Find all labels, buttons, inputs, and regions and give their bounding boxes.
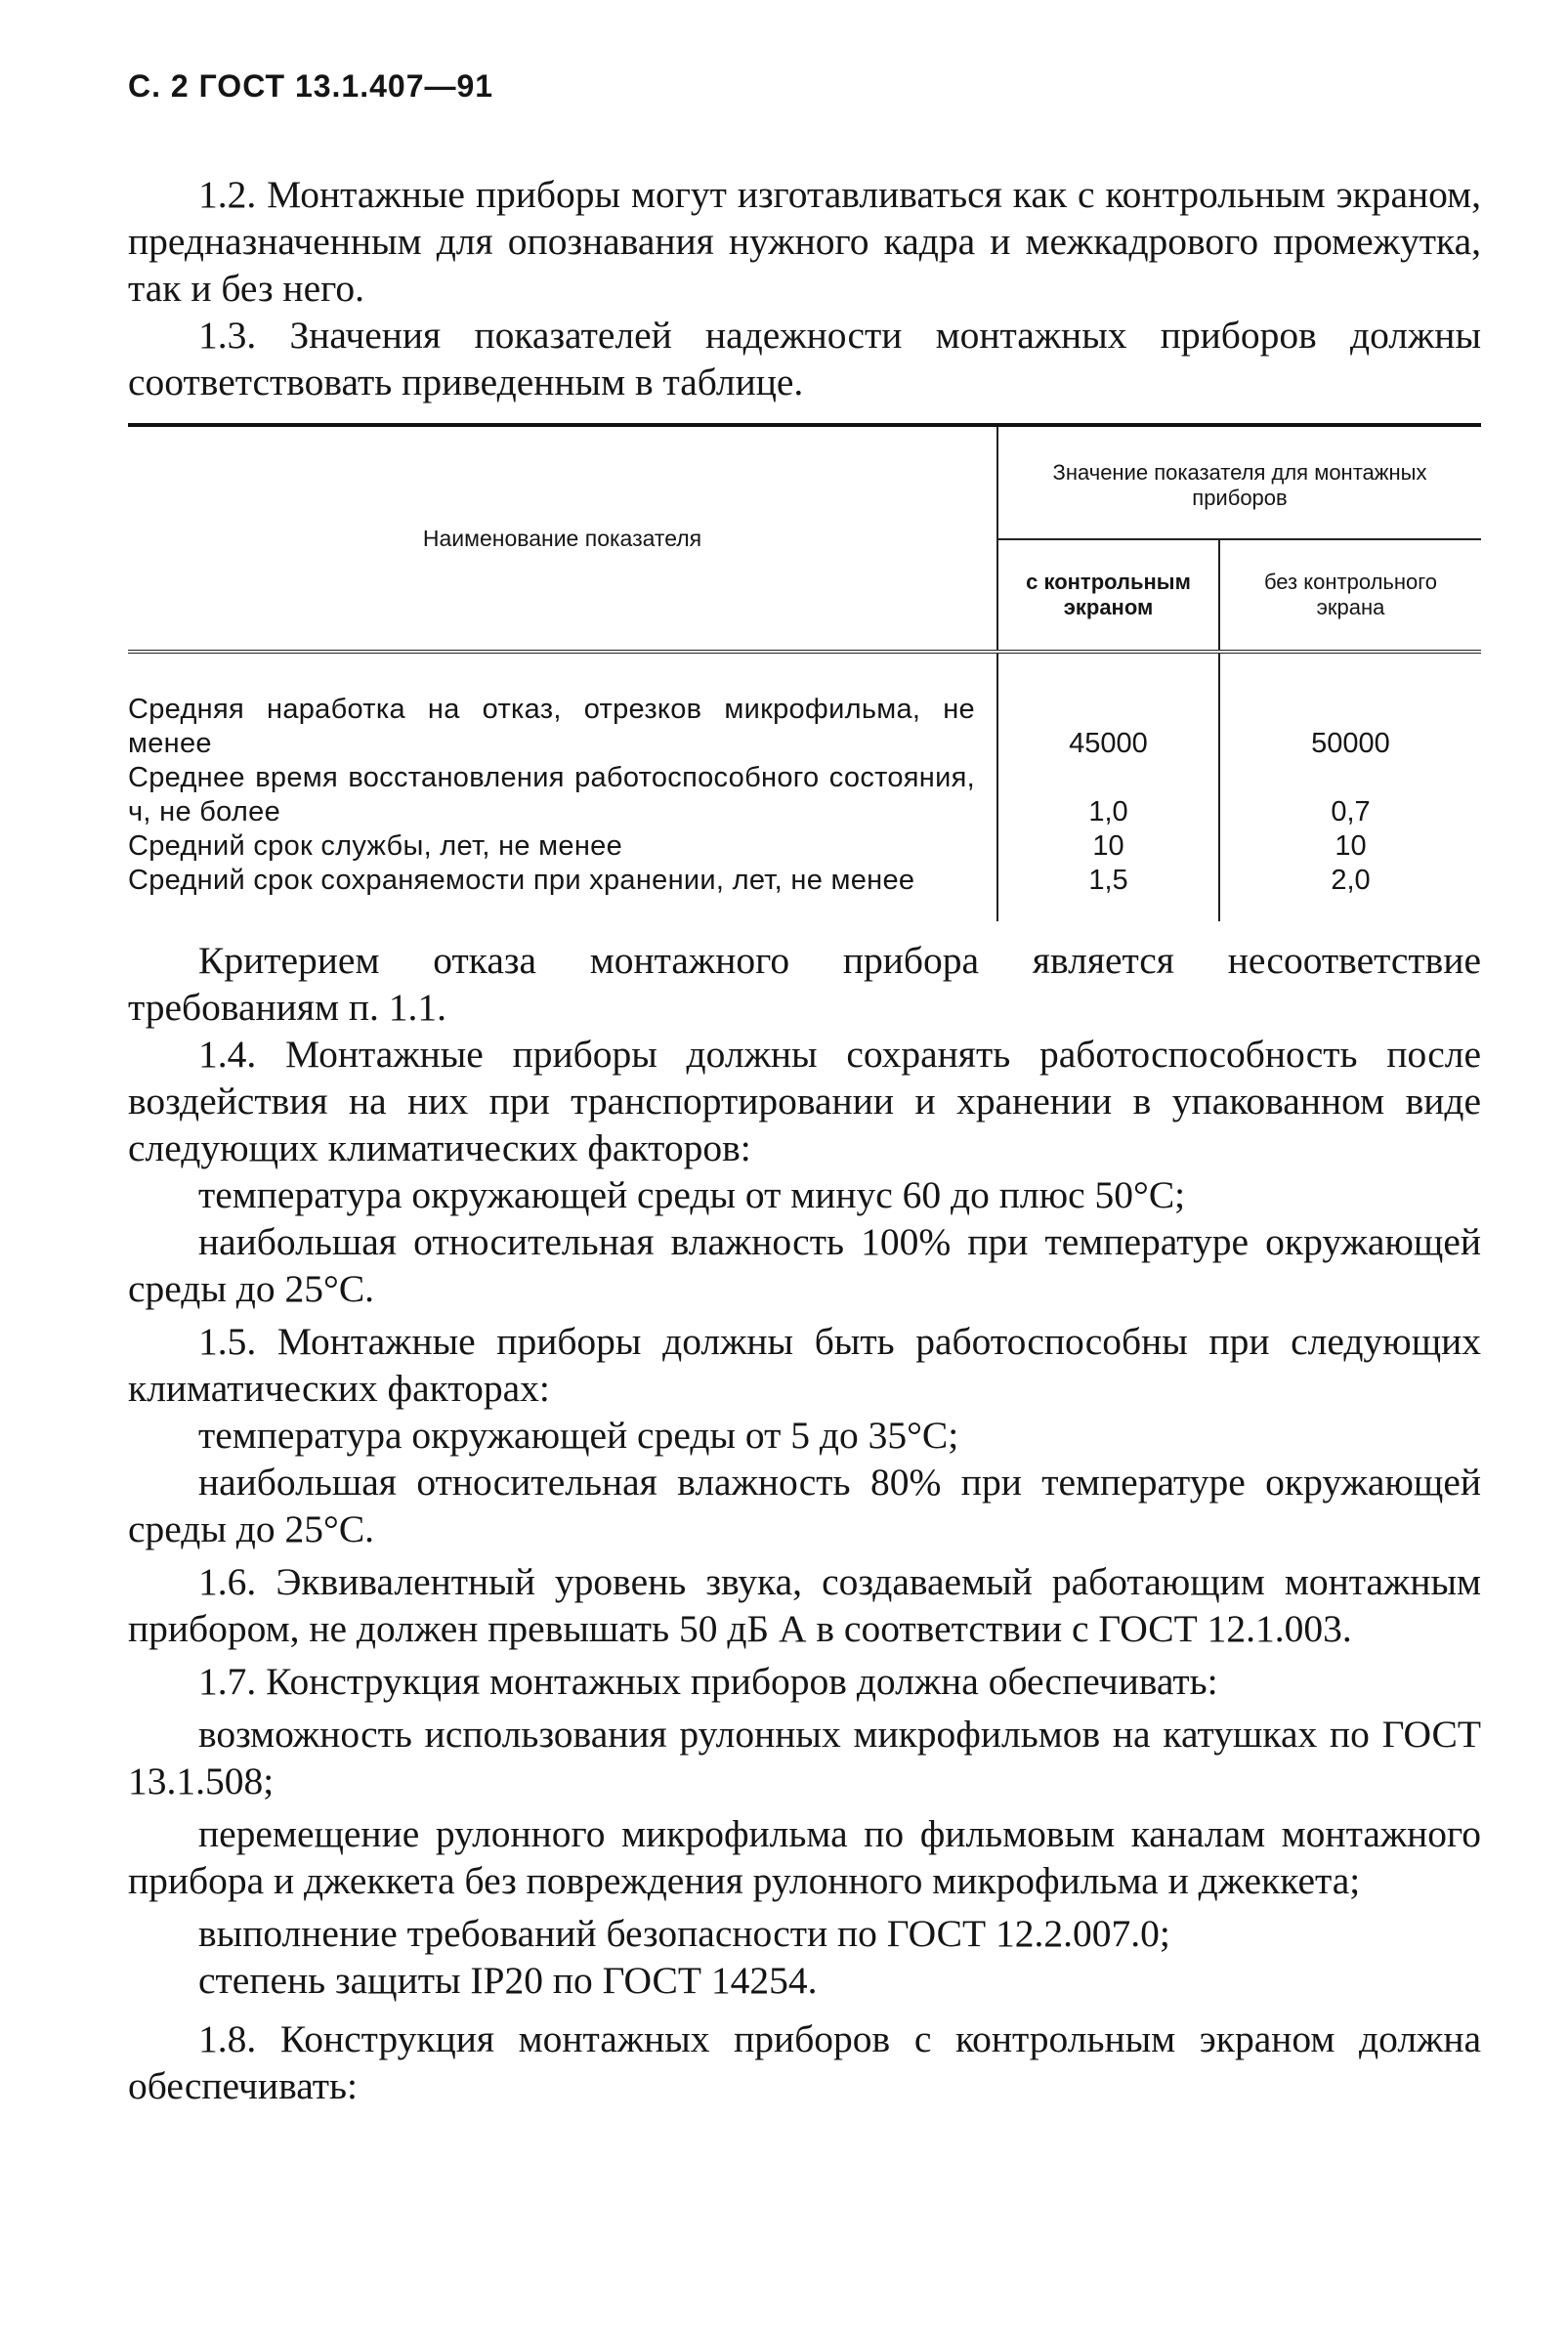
table-header-value-group: Значение показателя для монтажных приборов — [997, 425, 1481, 539]
table-header-name: Наименование показателя — [128, 425, 997, 652]
section-before-table — [128, 171, 1481, 405]
table-row — [128, 829, 1481, 864]
paragraph-1-4-humidity: наибольшая относительная влажность 100% при температуре окружающей среды до 25°С. — [128, 1220, 1481, 1310]
paragraph-1-3: 1.3. Значения показателей надежности монтажных приборов должны соответствовать приведенным в таблице. — [128, 314, 1481, 403]
paragraph-1-5-temperature: температура окружающей среды от 5 до 35°С; — [198, 1414, 959, 1457]
paragraph-1-6: 1.6. Эквивалентный уровень звука, создаваемый работающим монтажным прибором, не должен превышать 50 дБ А в соответствии с ГОСТ 12.1.003. — [128, 1560, 1481, 1650]
table-cell-with-screen: 1,0 — [997, 761, 1219, 829]
paragraph-1-7: 1.7. Конструкция монтажных приборов должна обеспечивать: — [198, 1660, 1218, 1703]
paragraph-1-7-reels: возможность использования рулонных микрофильмов на катушках по ГОСТ 13.1.508; — [128, 1713, 1481, 1802]
paragraph-1-4-temperature: температура окружающей среды от минус 60 до плюс 50°С; — [198, 1173, 1186, 1216]
paragraph-1-7-film-channels: перемещение рулонного микрофильма по фильмовым каналам монтажного прибора и джеккета без повреждения рулонного микрофильма и джеккета; — [128, 1812, 1481, 1902]
table-cell-without-screen: 0,7 — [1331, 796, 1371, 827]
table-cell-name: Средний срок сохраняемости при хранении, лет, не менее — [128, 865, 915, 896]
table-cell-with-screen: 10 — [997, 829, 1219, 864]
table-cell-name: Средняя наработка на отказ, отрезков микрофильма, не менее — [128, 694, 975, 759]
table-cell-name: Средний срок службы, лет, не менее — [128, 830, 623, 862]
paragraph-1-5: 1.5. Монтажные приборы должны быть работоспособны при следующих климатических факторах: — [128, 1320, 1481, 1410]
reliability-table — [128, 423, 1481, 921]
document-page — [128, 68, 1481, 2109]
table-row — [128, 761, 1481, 829]
paragraph-1-2: 1.2. Монтажные приборы могут изготавливаться как с контрольным экраном, предназначенным для опознавания нужного кадра и межкадрового промежутка, так и без него. — [128, 173, 1481, 310]
table-cell-name: Среднее время восстановления работоспособного состояния, ч, не более — [128, 762, 975, 827]
paragraph-1-7-protection: степень защиты IP20 по ГОСТ 14254. — [198, 1959, 818, 2002]
table-cell-without-screen: 2,0 — [1331, 865, 1371, 896]
paragraph-failure-criterion: Критерием отказа монтажного прибора является несоответствие требованиям п. 1.1. — [128, 939, 1481, 1029]
paragraph-1-5-humidity: наибольшая относительная влажность 80% при температуре окружающей среды до 25°С. — [128, 1461, 1481, 1550]
paragraph-1-7-safety: выполнение требований безопасности по ГОСТ 12.2.007.0; — [198, 1912, 1170, 1955]
table-cell-with-screen: 1,5 — [997, 864, 1219, 921]
table-header-without-screen: без контрольного экрана — [1219, 539, 1481, 652]
table-cell-without-screen: 50000 — [1311, 728, 1390, 759]
paragraph-1-4: 1.4. Монтажные приборы должны сохранять работоспособность после воздействия на них при транспортировании и хранении в упакованном виде следующих климатических факторов: — [128, 1033, 1481, 1169]
table-row — [128, 864, 1481, 921]
paragraph-1-8: 1.8. Конструкция монтажных приборов с контрольным экраном должна обеспечивать: — [128, 2017, 1481, 2107]
running-header: С. 2 ГОСТ 13.1.407—91 — [128, 68, 494, 104]
table-cell-with-screen: 45000 — [997, 652, 1219, 761]
table-row — [128, 652, 1481, 761]
table-header-with-screen: с контрольным экраном — [997, 539, 1219, 652]
table-cell-without-screen: 10 — [1335, 830, 1367, 862]
section-after-table — [128, 937, 1481, 2109]
